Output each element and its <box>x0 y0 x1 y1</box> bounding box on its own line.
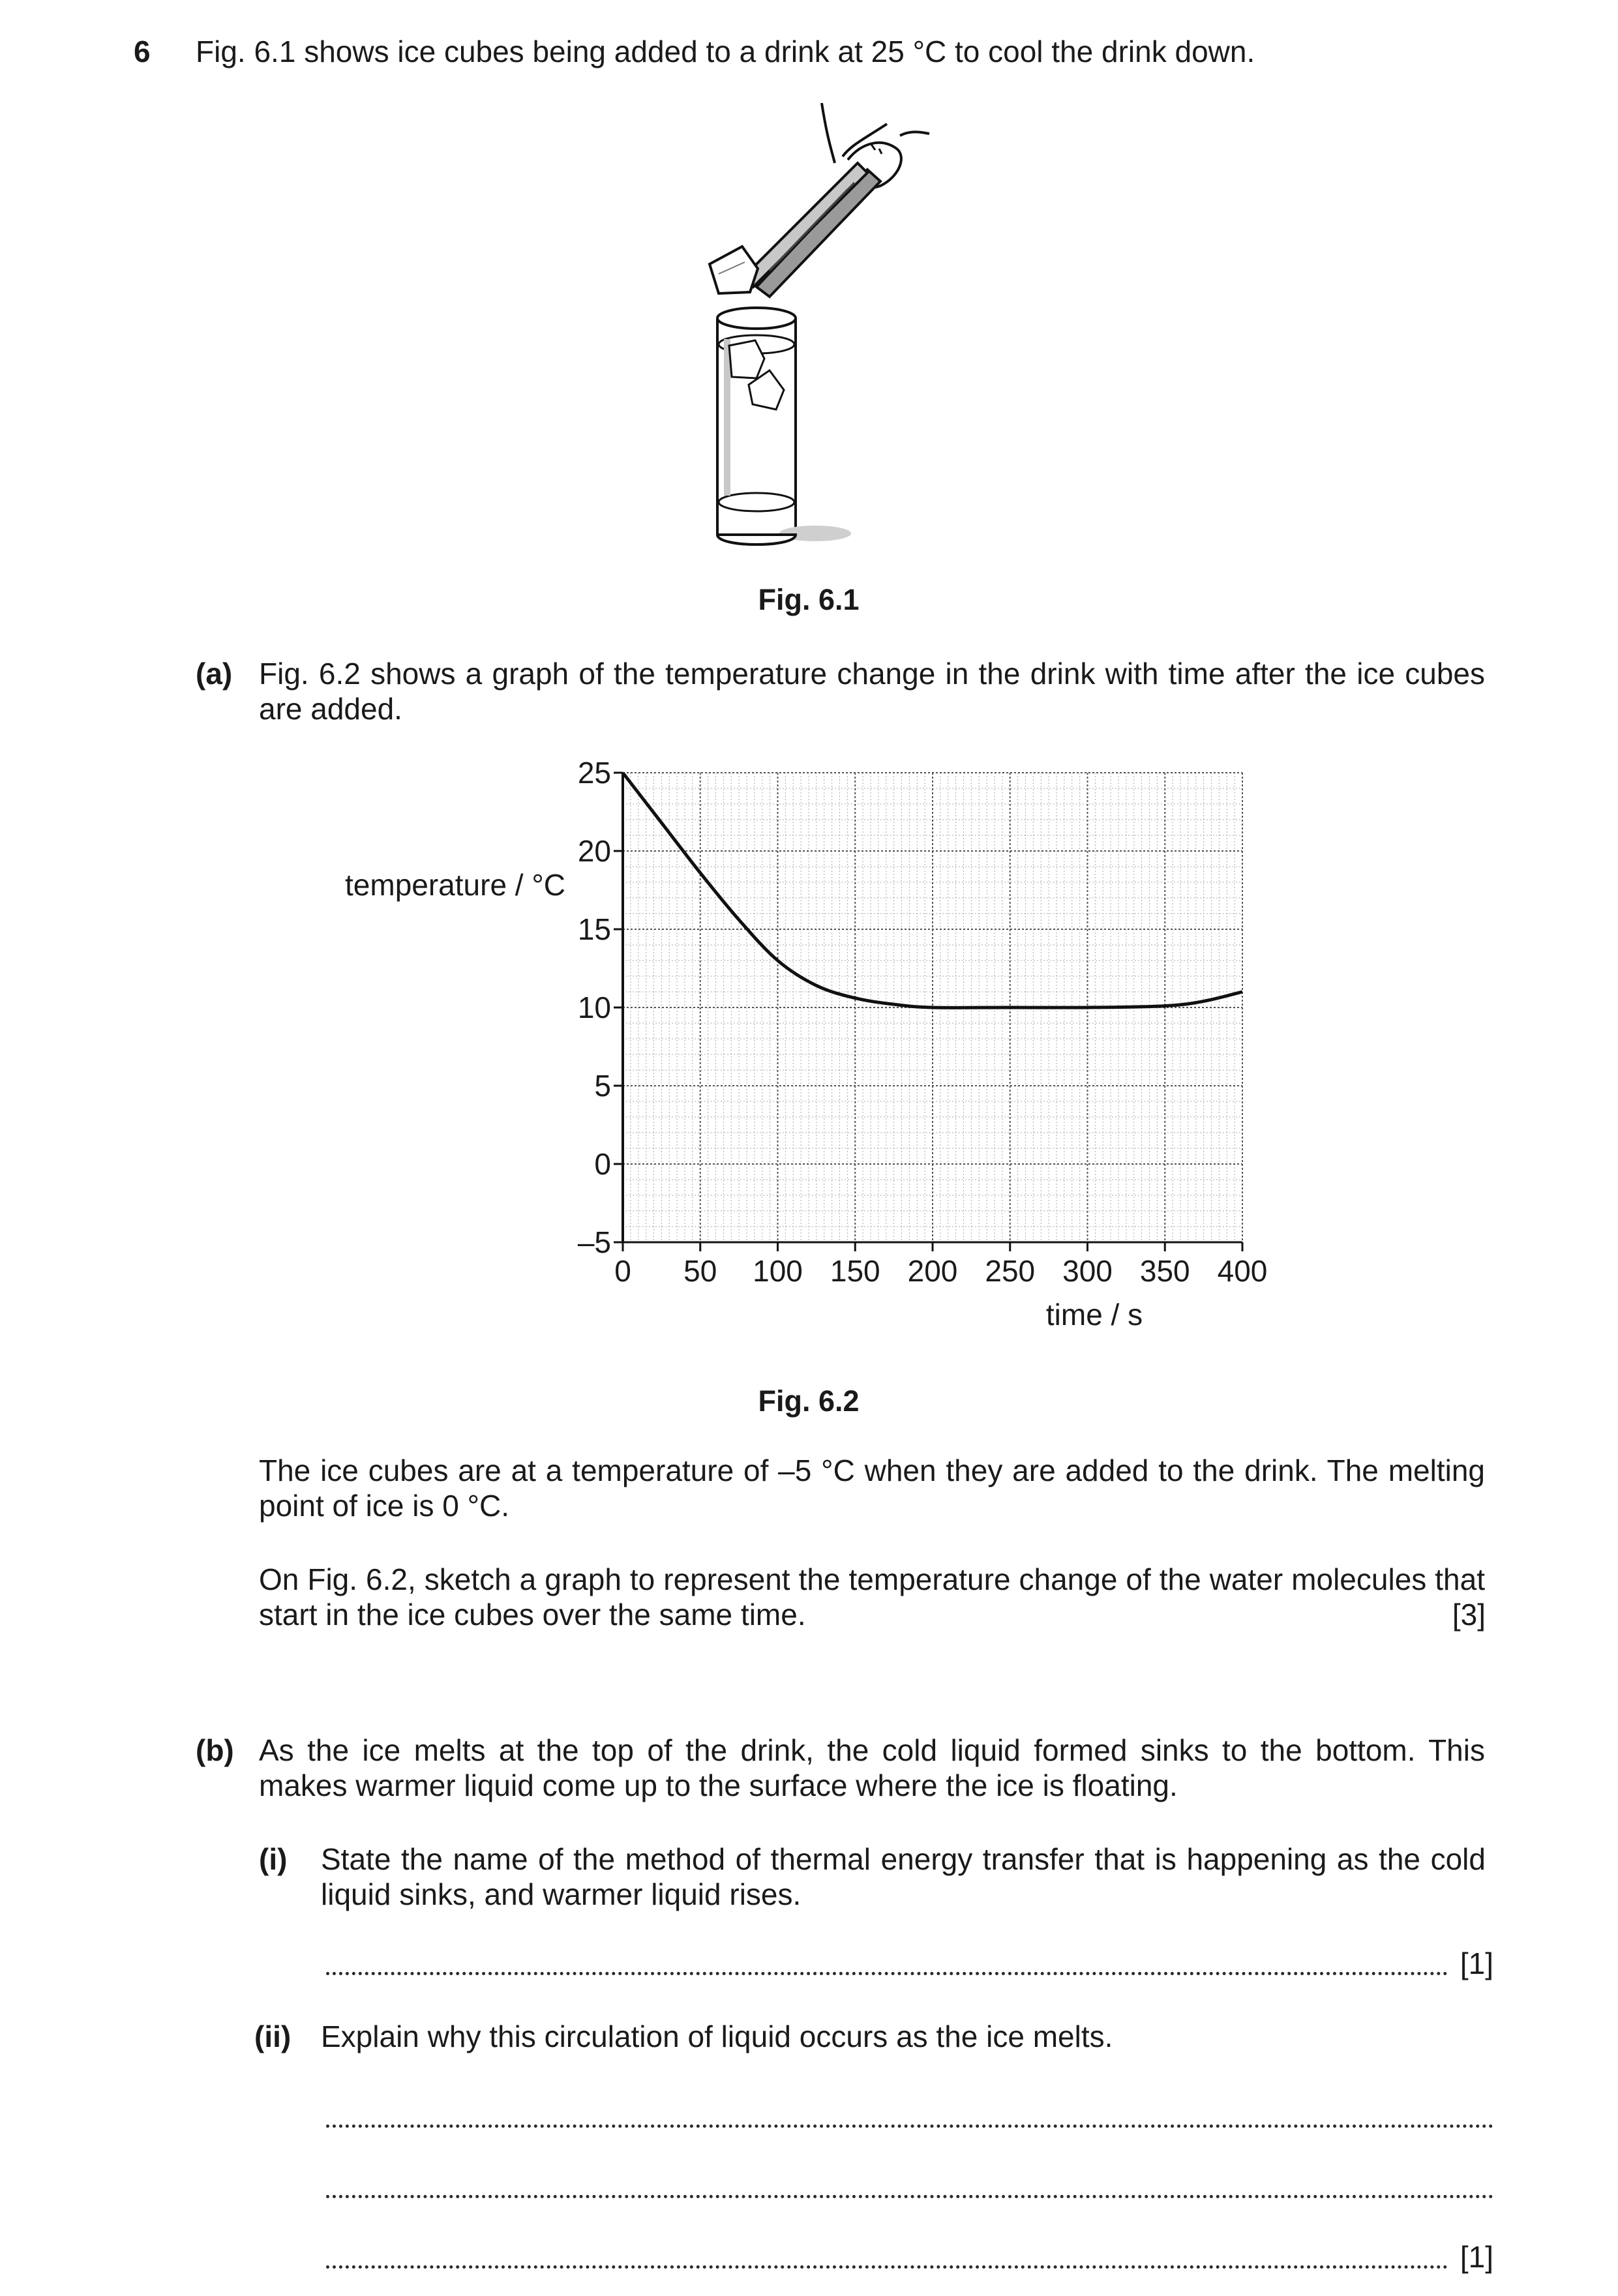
y-tick-label: 25 <box>577 756 611 790</box>
x-tick-label: 150 <box>830 1254 880 1288</box>
chart-xlabel: time / s <box>1045 1298 1143 1332</box>
chart-ylabel: temperature / °C <box>345 868 565 902</box>
part-a-marks: [3] <box>1452 1598 1486 1632</box>
y-tick-label: 5 <box>594 1069 611 1103</box>
question-intro: Fig. 6.1 shows ice cubes being added to a drink at 25 °C to cool the drink down. <box>196 35 1255 68</box>
part-b-label: (b) <box>196 1733 234 1767</box>
part-b-text: As the ice melts at the top of the drink, the cold liquid formed sinks to the bottom. This makes warmer liquid come up to the surface where the ice is floating. <box>259 1733 1485 1802</box>
x-tick-label: 200 <box>907 1254 958 1288</box>
answer-line-b-i[interactable] <box>326 1946 1493 1981</box>
x-tick-label: 0 <box>614 1254 631 1288</box>
x-tick-label: 400 <box>1217 1254 1268 1288</box>
answer-dotted-line <box>326 2265 1448 2269</box>
answer-line-b-ii-2[interactable] <box>326 2169 1493 2204</box>
y-tick-label: 15 <box>577 912 611 946</box>
answer-dotted-line <box>326 1972 1448 1975</box>
part-b-ii-label: (ii) <box>254 2020 292 2053</box>
fig1-caption: Fig. 6.1 <box>758 583 860 616</box>
y-tick-label: 10 <box>577 991 611 1024</box>
part-a-text: Fig. 6.2 shows a graph of the temperature change in the drink with time after the ice cubes are added. <box>259 657 1485 726</box>
question-number: 6 <box>134 35 151 68</box>
part-a-para2: On Fig. 6.2, sketch a graph to represent the temperature change of the water molecules that start in the ice cubes over the same time. <box>259 1562 1485 1632</box>
x-tick-label: 250 <box>985 1254 1036 1288</box>
x-tick-label: 50 <box>683 1254 717 1288</box>
part-a-para1: The ice cubes are at a temperature of –5 °C when they are added to the drink. The melting point of ice is 0 °C. <box>259 1454 1485 1523</box>
y-tick-label: 20 <box>577 834 611 868</box>
part-b-ii-marks: [1] <box>1458 2239 1493 2274</box>
part-b-i-text: State the name of the method of thermal energy transfer that is happening as the cold liquid sinks, and warmer liquid rises. <box>321 1842 1486 1911</box>
x-tick-label: 300 <box>1062 1254 1113 1288</box>
part-a-label: (a) <box>196 657 233 691</box>
chart-ticks <box>578 756 1268 1288</box>
x-tick-label: 350 <box>1139 1254 1190 1288</box>
x-tick-label: 100 <box>753 1254 803 1288</box>
y-tick-label: 0 <box>594 1147 611 1181</box>
part-b-i-label: (i) <box>259 1842 288 1876</box>
part-b-i-marks: [1] <box>1458 1946 1493 1981</box>
answer-dotted-line <box>326 2125 1493 2128</box>
answer-line-b-ii-3[interactable] <box>326 2239 1493 2274</box>
fig2-caption: Fig. 6.2 <box>758 1384 860 1418</box>
part-b-ii-text: Explain why this circulation of liquid occurs as the ice melts. <box>321 2020 1113 2053</box>
y-tick-label: –5 <box>577 1225 611 1259</box>
answer-line-b-ii-1[interactable] <box>326 2098 1493 2134</box>
answer-dotted-line <box>326 2195 1493 2198</box>
